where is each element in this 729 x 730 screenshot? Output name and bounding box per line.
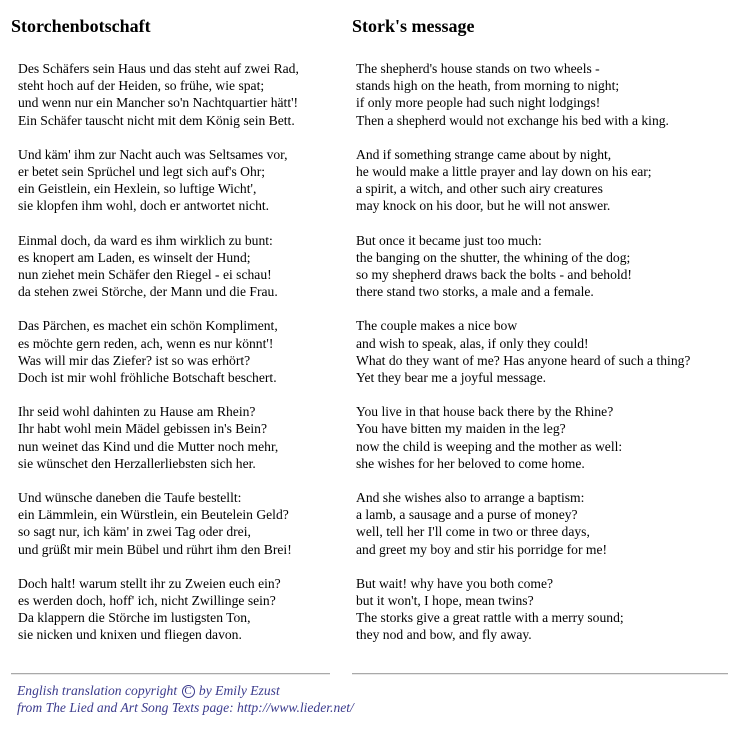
verse-line: if only more people had such night lodgings!	[356, 95, 601, 111]
verse-line: a lamb, a sausage and a purse of money?	[356, 507, 578, 523]
right-divider	[352, 673, 728, 675]
verse-line: es werden doch, hoff' ich, nicht Zwillinge sein?	[18, 593, 276, 609]
verse-line: Des Schäfers sein Haus und das steht auf zwei Rad,	[18, 61, 299, 76]
verse-line: they nod and bow, and fly away.	[356, 627, 532, 643]
german-stanza	[18, 317, 299, 386]
verse-line: You have bitten my maiden in the leg?	[356, 421, 566, 437]
verse-line: You live in that house back there by the Rhine?	[356, 404, 614, 420]
verse-line: But wait! why have you both come?	[356, 575, 554, 591]
verse-line: Ein Schäfer tauscht nicht mit dem König sein Bett.	[18, 112, 295, 128]
verse-line: und grüßt mir mein Bübel und rührt ihm den Brei!	[18, 541, 292, 557]
verse-line: Ihr seid wohl dahinten zu Hause am Rhein?	[18, 404, 256, 420]
footer	[17, 683, 354, 716]
verse-line: sie wünschet den Herzallerliebsten sich her.	[18, 455, 256, 471]
verse-line: The storks give a great rattle with a merry sound;	[356, 610, 624, 626]
verse-line: Yet they bear me a joyful message.	[356, 370, 547, 386]
left-divider	[11, 673, 330, 675]
german-stanza	[18, 60, 299, 129]
verse-line: a spirit, a witch, and other such airy creatures	[356, 181, 603, 197]
german-stanza	[18, 232, 299, 301]
source-line: from The Lied and Art Song Texts page: http://www.lieder.net/	[17, 699, 354, 715]
verse-line: so my shepherd draws back the bolts - and behold!	[356, 267, 632, 283]
verse-line: she wishes for her beloved to come home.	[356, 455, 585, 471]
english-stanza	[356, 403, 690, 472]
verse-line: Einmal doch, da ward es ihm wirklich zu bunt:	[18, 232, 273, 248]
verse-line: may knock on his door, but he will not answer.	[356, 198, 611, 214]
verse-line: Und käm' ihm zur Nacht auch was Seltsames vor,	[18, 146, 288, 162]
verse-line: Das Pärchen, es machet ein schön Kompliment,	[18, 318, 278, 334]
german-stanza	[18, 146, 299, 215]
verse-line: es möchte gern reden, ach, wenn es nur könnt'!	[18, 335, 274, 351]
verse-line: well, tell her I'll come in two or three days,	[356, 524, 590, 540]
verse-line: And she wishes also to arrange a baptism:	[356, 490, 585, 506]
german-stanza	[18, 489, 299, 558]
copyright-prefix: English translation copyright	[17, 683, 178, 698]
verse-line: und wenn nur ein Mancher so'n Nachtquartier hätt'!	[18, 95, 299, 111]
english-stanza	[356, 489, 690, 558]
english-title: Stork's message	[352, 16, 475, 36]
verse-line: Was will mir das Ziefer? ist so was erhört?	[18, 352, 251, 368]
copyright-line	[17, 683, 354, 700]
german-stanzas	[18, 60, 299, 661]
verse-line: but it won't, I hope, mean twins?	[356, 593, 534, 609]
verse-line: ein Lämmlein, ein Würstlein, ein Beutelein Geld?	[18, 507, 289, 523]
english-stanzas	[356, 60, 690, 661]
verse-line: What do they want of me? Has anyone heard of such a thing?	[356, 352, 691, 368]
verse-line: Und wünsche daneben die Taufe bestellt:	[18, 490, 242, 506]
verse-line: da stehen zwei Störche, der Mann und die Frau.	[18, 284, 278, 300]
verse-line: there stand two storks, a male and a female.	[356, 284, 594, 300]
verse-line: nun ziehet mein Schäfer den Riegel - ei schau!	[18, 267, 272, 283]
verse-line: Doch halt! warum stellt ihr zu Zweien euch ein?	[18, 575, 281, 591]
english-stanza	[356, 60, 690, 129]
english-stanza	[356, 146, 690, 215]
english-stanza	[356, 317, 690, 386]
copyright-suffix: by Emily Ezust	[198, 683, 280, 698]
verse-line: and wish to speak, alas, if only they could!	[356, 335, 589, 351]
verse-line: he would make a little prayer and lay down on his ear;	[356, 164, 652, 180]
verse-line: nun weinet das Kind und die Mutter noch mehr,	[18, 438, 279, 454]
verse-line: Da klappern die Störche im lustigsten Ton,	[18, 610, 251, 626]
verse-line: sie klopfen ihm wohl, doch er antwortet nicht.	[18, 198, 270, 214]
verse-line: and greet my boy and stir his porridge for me!	[356, 541, 608, 557]
verse-line: The couple makes a nice bow	[356, 318, 518, 334]
verse-line: er betet sein Sprüchel und legt sich auf's Ohr;	[18, 164, 266, 180]
verse-line: the banging on the shutter, the whining of the dog;	[356, 249, 631, 265]
verse-line: now the child is weeping and the mother as well:	[356, 438, 623, 454]
verse-line: stands high on the heath, from morning to night;	[356, 78, 620, 94]
english-stanza	[356, 232, 690, 301]
english-stanza	[356, 575, 690, 644]
copyright-icon: C	[182, 685, 195, 698]
german-title: Storchenbotschaft	[11, 16, 151, 36]
verse-line: es knopert am Laden, es winselt der Hund;	[18, 249, 251, 265]
verse-line: Doch ist mir wohl fröhliche Botschaft beschert.	[18, 370, 277, 386]
verse-line: The shepherd's house stands on two wheels -	[356, 61, 600, 76]
verse-line: Then a shepherd would not exchange his bed with a king.	[356, 112, 669, 128]
verse-line: steht hoch auf der Heiden, so frühe, wie spat;	[18, 78, 265, 94]
verse-line: Ihr habt wohl mein Mädel gebissen in's Bein?	[18, 421, 267, 437]
verse-line: ein Geistlein, ein Hexlein, so luftige Wicht',	[18, 181, 257, 197]
german-stanza	[18, 575, 299, 644]
verse-line: so sagt nur, ich käm' in zwei Tag oder drei,	[18, 524, 251, 540]
german-stanza	[18, 403, 299, 472]
verse-line: But once it became just too much:	[356, 232, 542, 248]
verse-line: sie nicken und knixen und fliegen davon.	[18, 627, 242, 643]
verse-line: And if something strange came about by night,	[356, 146, 612, 162]
